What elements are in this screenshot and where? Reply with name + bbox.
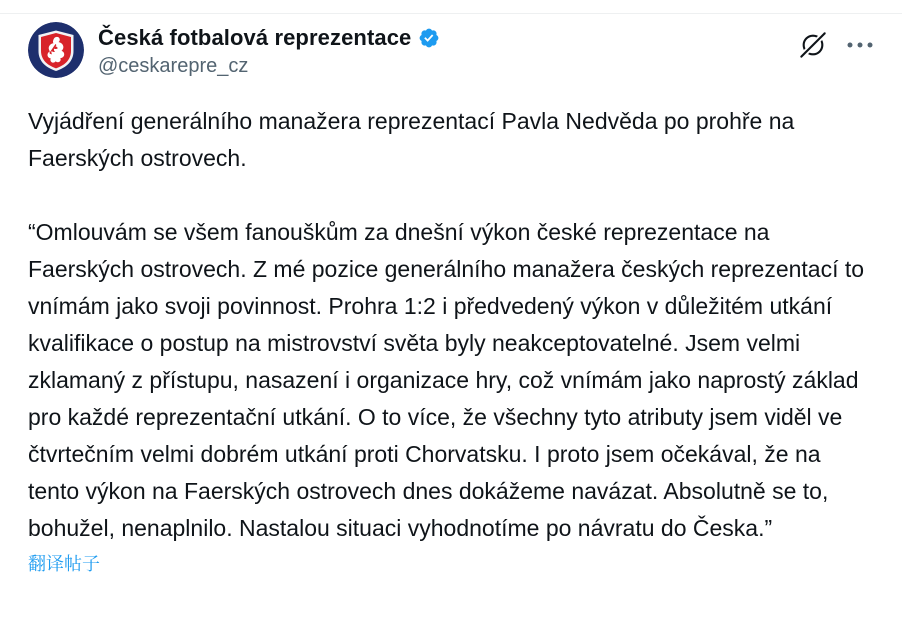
czech-fa-crest-icon [28, 22, 84, 78]
tweet-text-paragraph-1: Vyjádření generálního manažera reprezentací Pavla Nedvěda po prohře na Faerských ostrovech. [28, 108, 795, 171]
translate-post-link[interactable]: 翻译帖子 [28, 554, 100, 574]
tweet-header [28, 22, 876, 78]
tweet-body [28, 103, 876, 576]
tweet-text-paragraph-2: “Omlouvám se všem fanouškům za dnešní výkon české reprezentace na Faerských ostrovech. Z mé pozice generálního manažera českých reprezentací to vnímám jako svoji povinnost. Prohra 1:2 i předvedený výkon v důležitém utkání kvalifikace o postup na mistrovství světa byly neakceptovatelné. Jsem velmi zklamaný z přístupu, nasazení i organizace hry, což vnímám jako naprostý základ pro každé reprezentační utkání. O to více, že všechny tyto atributy jsem viděl ve čtvrtečním velmi dobrém utkání proti Chorvatsku. I proto jsem očekával, že na tento výkon na Faerských ostrovech dnes dokážeme navázat. Absolutně se to, bohužel, nenaplnilo. Nastalou situaci vyhodnotíme po návratu do Česka.” [28, 219, 865, 541]
verified-badge-icon [418, 27, 440, 49]
more-options-icon[interactable] [844, 39, 876, 51]
user-handle[interactable]: @ceskarepre_cz [98, 55, 249, 77]
account-names [98, 22, 440, 78]
avatar[interactable] [28, 22, 84, 78]
grok-icon[interactable] [799, 31, 827, 59]
display-name[interactable]: Česká fotbalová reprezentace [98, 25, 412, 50]
card-top-divider [0, 13, 902, 14]
header-actions [799, 22, 876, 59]
